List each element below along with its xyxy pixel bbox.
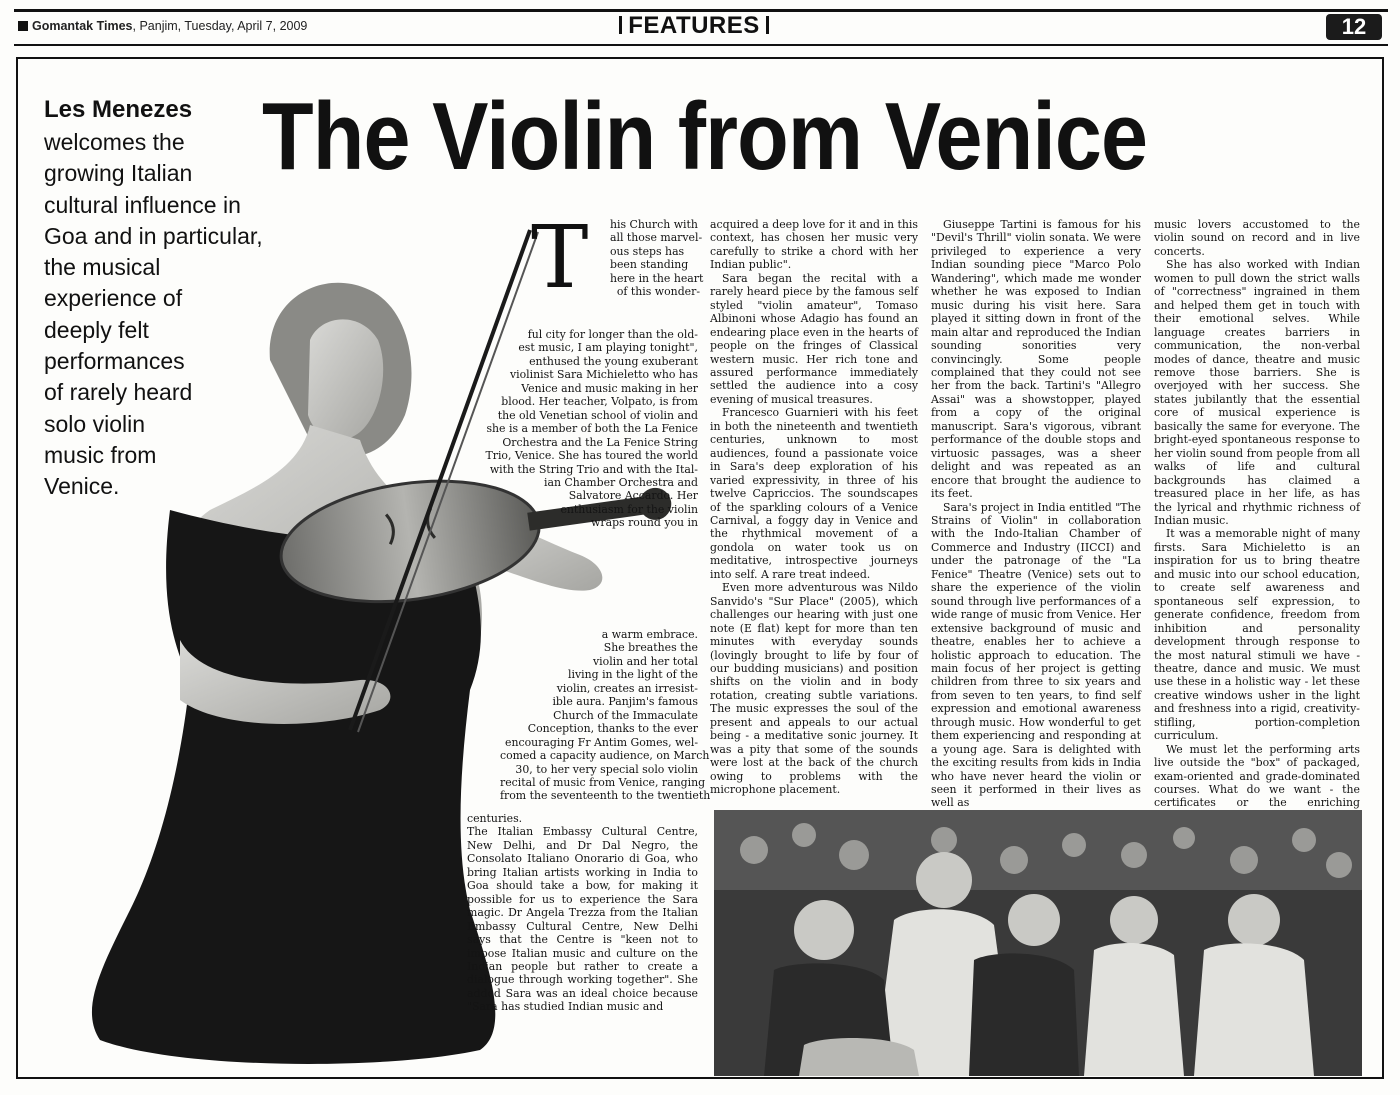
text-line: of this wonder- — [616, 285, 700, 299]
place-date: , Panjim, Tuesday, April 7, 2009 — [132, 19, 308, 33]
paragraph: She has also worked with Indian women to pull down the strict walls of "correctness" ingrained in them and helped them get in touch with their emotional selves. While language creates barriers in communication, the non-verbal modes of dance, theatre and music remove those barriers. She is overjoyed with her success. She states jubilantly that the essential core of musical experience is basically the same for everyone. The bright-eyed spontaneous response to her violin sound from people from all walks of life and cultural backgrounds has claimed a treasured place in her life, as has the lyrical and rhythmic richness of Indian music. — [1154, 258, 1360, 527]
text-line: Orchestra and the La Fenice String — [502, 435, 698, 449]
intro-line: music from — [44, 441, 157, 468]
text-line: 30, to her very special solo violin — [515, 762, 698, 776]
text-line: ful city for longer than the old- — [527, 328, 698, 341]
paragraph: Sara's project in India entitled "The Strains of Violin" in collaboration with the Indo-Italian Chamber of Commerce and Industry (IICCI) and under the patronage of the "La Fenice" Theatre (Venice) sets out to share the experience of the violin sound through live performances of a wide range of music from Venice. Her extensive background of music and theatre, enables her to achieve a holistic approach to education. The main focus of her project is getting children from three to six years and from seven to ten years, to find self expression and emotional awareness through music. How wonderful to get them experiencing and responding at a young age. Sara is delighted with the exciting results from kids in India who have never heard the violin or seen it performed in their lives as well as — [931, 500, 1141, 810]
text-line: Conception, thanks to the ever — [527, 722, 698, 736]
column-1-bottom — [467, 812, 698, 1014]
text-line: est music, I am playing tonight", — [518, 341, 698, 355]
text-line: violin and her total — [593, 654, 698, 668]
masthead-line — [18, 19, 307, 33]
intro-line: solo violin — [44, 410, 145, 437]
text-line: she is a member of both the La Fenice — [486, 422, 698, 436]
column-1-lower — [500, 628, 711, 803]
text-line: a warm embrace. — [601, 628, 698, 641]
intro-line: Goa and in particular, — [44, 222, 263, 249]
text-line: all those marvel- — [610, 231, 703, 245]
column-1-wrap — [610, 218, 704, 299]
paragraph: Francesco Guarnieri with his feet in both the nineteenth and twentieth centuries, unknown to most audiences, found a passionate voice in Sara's deep exploration of his varied expressivity, in three of his twelve Capriccios. The soundscapes of the sparkling colours of a Venice Carnival, a foggy day in Venice and the rhythmical movement of a gondola on water took us on meditative, introspective journeys into self. A rare treat indeed. — [710, 406, 918, 581]
text-line: from the seventeenth to the twentieth — [500, 789, 711, 803]
headline: The Violin from Venice — [262, 83, 1148, 190]
text-line: Salvatore Accardo. Her — [568, 489, 698, 503]
section-bar-right — [766, 16, 769, 34]
text-line: ian Chamber Orchestra and — [543, 475, 698, 489]
column-2 — [710, 218, 918, 796]
paragraph: Even more adventurous was Nildo Sanvido's "Sur Place" (2005), which challenges our hearing with just one note (E flat) kept for more than ten minutes with everyday sounds (lovingly brought to life by four of our budding musicians) and position shifts on the violin and in body rotation, creating subtle variations. The music expresses the soul of the present and appeals to our actual being - a meditative sonic journey. It was a pity that some of the sounds were lost at the back of the church owing to problems with the microphone placement. — [710, 581, 918, 797]
intro-line: welcomes the — [44, 129, 185, 155]
paragraph: music lovers accustomed to the violin sound on record and in live concerts. — [1154, 218, 1360, 258]
text-line: She breathes the — [603, 641, 698, 655]
intro-line: experience of — [44, 285, 183, 312]
paragraph: acquired a deep love for it and in this context, has chosen her music very carefully to strike a chord with her Indian public". — [710, 218, 918, 272]
paragraph: We must let the performing arts live outside the "box" of packaged, exam-oriented and grade-dominated courses. What do we want - the certificates or the enriching — [1154, 742, 1360, 810]
section-title: FEATURES — [628, 12, 760, 39]
drop-cap: T — [531, 208, 589, 308]
text-line: violin, creates an irresist- — [556, 681, 698, 695]
paragraph: It was a memorable night of many firsts. Sara Michieletto is an inspiration for us to bring theatre and music into our school education, to create self awareness and spontaneous self expression, to generate confidence, freedom from inhibition and personality development through response to the most natural stimuli we have - theatre, dance and music. We must use these in a holistic way - let these creative windows usher in the light and freshness into a rigid, creativity-stifling, portion-completion curriculum. — [1154, 527, 1360, 743]
text-line: Church of the Immaculate — [553, 708, 698, 722]
intro-line: performances — [44, 348, 185, 375]
text-line: violinist Sara Michieletto who has — [509, 368, 698, 382]
column-3 — [931, 218, 1141, 810]
intro-line: cultural influence in — [44, 191, 241, 218]
byline: Les Menezes — [44, 96, 193, 123]
text-line: ible aura. Panjim's famous — [552, 695, 698, 709]
text-line: Venice and music making in her — [521, 381, 698, 395]
paragraph: Giuseppe Tartini is famous for his "Devil's Thrill" violin sonata. We were privileged to experience a very Indian sounding piece "Marco Polo Wandering", which made me wonder whether he was exposed to Indian music during his visit here. Sara played it sitting down in front of the main altar and reproduced the Indian sounding sonorities very convincingly. Some people complained that they could not see her from the back. Tartini's "Allegro Assai" was a showstopper, played from a copy of the original manuscript. Sara's vigorous, vibrant performance of the double stops and virtuosic passages, was a sheer delight and was repeated as an encore that brought the audience to its feet. — [931, 218, 1141, 501]
paper-name: Gomantak Times — [32, 19, 133, 33]
intro-line: growing Italian — [44, 160, 193, 187]
bullet-square-icon — [18, 21, 28, 31]
paragraph: centuries. The Italian Embassy Cultural Centre, New Delhi, and Dr Dal Negro, the Consolato Italiano Onorario di Goa, who bring Italian artists working in India to Goa should take a bow, for making it possible for us to experience the Sara magic. Dr Angela Trezza from the Italian Embassy Cultural Centre, New Delhi says that the Centre is "keen not to impose Italian music and culture on the Indian people but rather to create a dialogue through working together". She added Sara was an ideal choice because "Sara has studied Indian music and — [467, 812, 698, 1014]
text-line: ous steps has — [610, 244, 685, 258]
text-line: enthusiasm for the violin — [560, 502, 698, 516]
intro-line: Venice. — [44, 473, 120, 500]
text-line: with the String Trio and with the Ital- — [489, 462, 698, 476]
page-number-badge: 12 — [1326, 14, 1382, 40]
text-line: Trio, Venice. She has toured the world — [485, 449, 698, 463]
paragraph: Sara began the recital with a rarely heard piece by the famous self styled "violin amateur", Tomaso Albinoni whose Adagio has found an endearing place even in the hearts of people on the fringes of Classical western music. Her rich tone and assured performance immediately settled the audience into a cosy evening of musical treasures. — [710, 271, 918, 406]
text-line: encouraging Fr Antim Gomes, wel- — [505, 735, 698, 749]
text-line: the old Venetian school of violin and — [497, 408, 698, 422]
text-line: been standing — [610, 258, 689, 272]
text-line: his Church with — [610, 218, 698, 231]
text-line: blood. Her teacher, Volpato, is from — [501, 395, 698, 409]
text-line: recital of music from Venice, ranging — [500, 775, 706, 789]
text-line: comed a capacity audience, on March — [500, 749, 710, 763]
intro-line: deeply felt — [44, 316, 149, 343]
header-bottom-rule — [14, 44, 1388, 46]
intro-line: of rarely heard — [44, 379, 193, 406]
text-line: here in the heart — [610, 271, 704, 285]
section-bar-left — [619, 16, 622, 34]
text-line: living in the light of the — [568, 668, 698, 682]
column-1-middle — [466, 328, 698, 530]
column-4 — [1154, 218, 1360, 837]
text-line: wraps round you in — [591, 516, 698, 530]
audience-photo — [714, 810, 1362, 1076]
intro-line: the musical — [44, 254, 161, 281]
text-line: enthused the young exuberant — [529, 354, 698, 368]
section-label — [594, 12, 794, 40]
